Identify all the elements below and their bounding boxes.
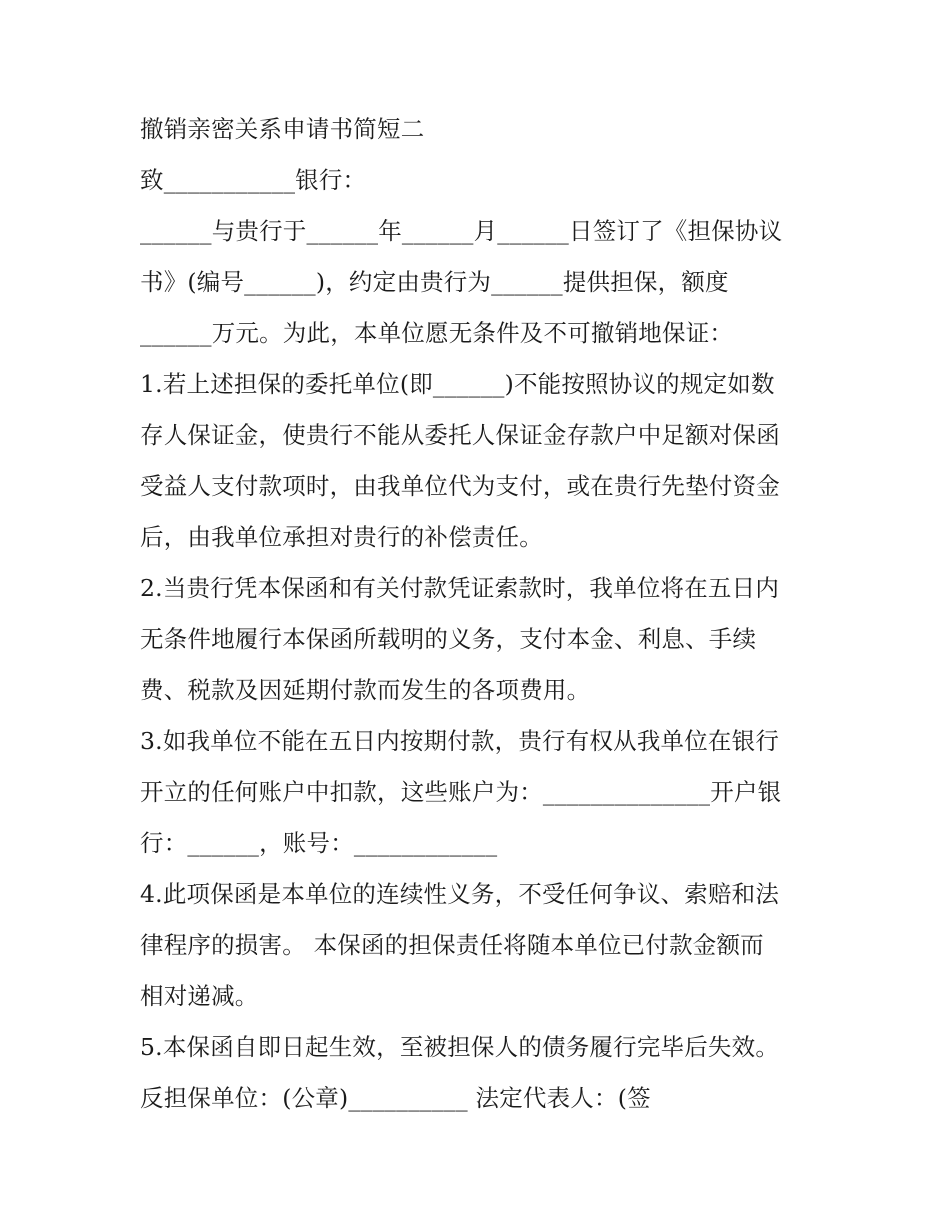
text-line: 开立的任何账户中扣款，这些账户为：______________开户银 xyxy=(140,778,782,806)
text-line: 无条件地履行本保函所载明的义务，支付本金、利息、手续 xyxy=(140,625,757,653)
text-line: ______与贵行于______年______月______日签订了《担保协议 xyxy=(140,217,783,245)
text-line: 反担保单位：(公章)__________ 法定代表人：(签 xyxy=(140,1084,651,1112)
text-line: 2.当贵行凭本保函和有关付款凭证索款时，我单位将在五日内 xyxy=(140,574,780,602)
text-line: 书》(编号______)，约定由贵行为______提供担保，额度 xyxy=(140,268,729,296)
text-line: 费、税款及因延期付款而发生的各项费用。 xyxy=(140,676,591,704)
text-line: 存人保证金，使贵行不能从委托人保证金存款户中足额对保函 xyxy=(140,421,780,449)
text-line: ______万元。为此，本单位愿无条件及不可撤销地保证： xyxy=(140,319,734,347)
text-line: 后，由我单位承担对贵行的补偿责任。 xyxy=(140,523,543,551)
text-line: 3.如我单位不能在五日内按期付款，贵行有权从我单位在银行 xyxy=(140,727,780,755)
text-line: 4.此项保函是本单位的连续性义务，不受任何争议、索赔和法 xyxy=(140,880,780,908)
text-line: 相对递减。 xyxy=(140,982,259,1010)
text-line: 律程序的损害。 本保函的担保责任将随本单位已付款金额而 xyxy=(140,931,764,959)
document-title: 撤销亲密关系申请书简短二 xyxy=(140,115,425,143)
text-line: 行：______，账号：____________ xyxy=(140,829,498,857)
text-line: 致___________银行： xyxy=(140,166,367,194)
text-line: 1.若上述担保的委托单位(即______)不能按照协议的规定如数 xyxy=(140,370,775,398)
text-line: 受益人支付款项时，由我单位代为支付，或在贵行先垫付资金 xyxy=(140,472,780,500)
text-line: 5.本保函自即日起生效，至被担保人的债务履行完毕后失效。 xyxy=(140,1033,780,1061)
